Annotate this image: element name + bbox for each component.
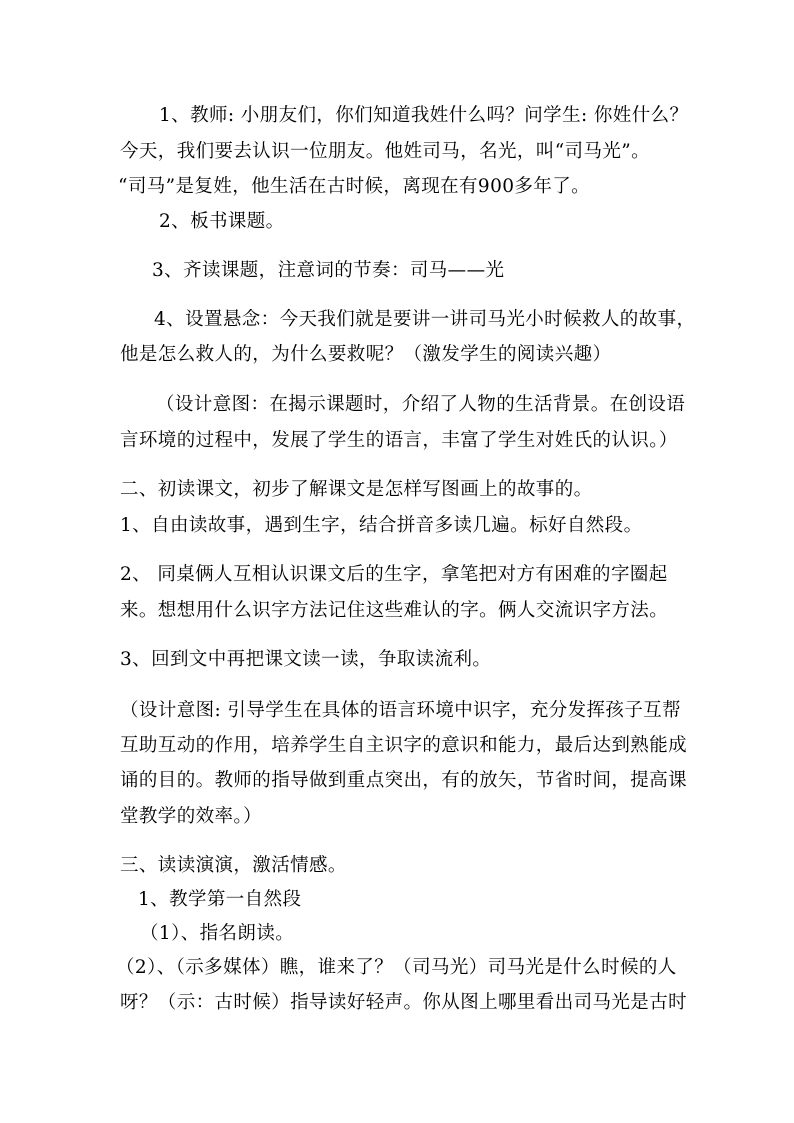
text-line: （1）、指名朗读。 bbox=[140, 923, 295, 944]
text-line: 1、教师: 小朋友们，你们知道我姓什么吗？问学生: 你姓什么？ bbox=[159, 105, 689, 126]
text-line: 3、齐读课题，注意词的节奏：司马——光 bbox=[152, 260, 505, 281]
text-line: 1、自由读故事，遇到生字，结合拼音多读几遍。标好自然段。 bbox=[120, 515, 643, 536]
text-line: 诵的目的。教师的指导做到重点突出，有的放矢，节省时间，提高课 bbox=[120, 770, 688, 791]
text-line: 2、 同桌俩人互相认识课文后的生字，拿笔把对方有困难的字圈起 bbox=[120, 564, 668, 585]
text-line: 来。想想用什么识字方法记住这些难认的字。俩人交流识字方法。 bbox=[120, 600, 669, 621]
text-line: 3、回到文中再把课文读一读，争取读流利。 bbox=[120, 649, 492, 670]
text-line: 1、教学第一自然段 bbox=[138, 889, 302, 910]
text-line: 互助互动的作用，培养学生自主识字的意识和能力，最后达到熟能成 bbox=[120, 735, 688, 756]
section-heading: 三、读读演演，激活情感。 bbox=[120, 855, 347, 876]
text-line: （设计意图：在揭示课题时，介绍了人物的生活背景。在创设语 bbox=[156, 394, 686, 415]
text-line: 4、设置悬念：今天我们就是要讲一讲司马光小时候救人的故事， bbox=[154, 309, 696, 330]
text-line: 今天，我们要去认识一位朋友。他姓司马，名光，叫“司马光”。 bbox=[120, 141, 651, 162]
text-line: （设计意图: 引导学生在具体的语言环境中识字，充分发挥孩子互帮 bbox=[120, 700, 682, 721]
text-line: 他是怎么救人的，为什么要救呢？（激发学生的阅读兴趣） bbox=[120, 344, 612, 365]
text-line: 言环境的过程中，发展了学生的语言，丰富了学生对姓氏的认识。） bbox=[120, 430, 678, 451]
section-heading: 二、初读课文，初步了解课文是怎样写图画上的故事的。 bbox=[120, 479, 593, 500]
text-line: 2、板书课题。 bbox=[159, 211, 285, 232]
text-line: （2）、（示多媒体）瞧，谁来了？（司马光）司马光是什么时候的人 bbox=[116, 957, 677, 978]
text-line: “司马”是复姓，他生活在古时候，离现在有900多年了。 bbox=[118, 176, 591, 197]
text-line: 堂教学的效率。） bbox=[120, 806, 262, 827]
text-line: 呀？（示：古时候）指导读好轻声。你从图上哪里看出司马光是古时 bbox=[120, 992, 688, 1013]
